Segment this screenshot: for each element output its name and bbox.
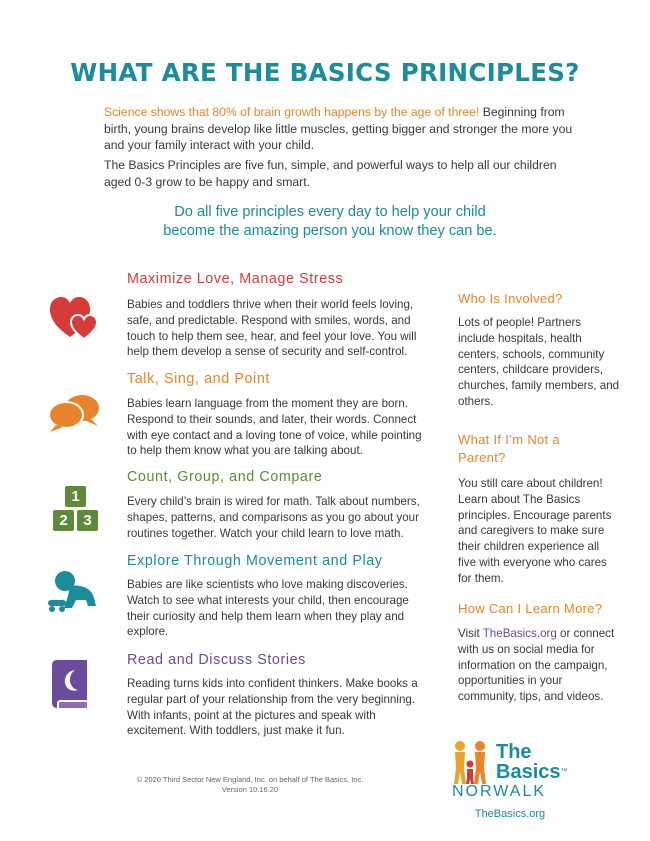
block-digit-3: 3 <box>83 512 92 529</box>
learn-post: or connect with us on social media for information on the campaign, opportunities in your community, tips, and videos. <box>458 627 615 704</box>
block-digit-2: 2 <box>59 512 68 529</box>
hearts-icon <box>50 297 98 344</box>
sidebar-title-not-parent-line-2: Parent? <box>458 450 506 465</box>
intro-paragraph-2: The Basics Principles are five fun, simple, and powerful ways to help all our children aged 0-3 grow to be happy and smart. <box>104 158 557 189</box>
callout <box>100 203 560 241</box>
logo-norwalk: NORWALK <box>452 783 547 800</box>
sidebar-title-learn: How Can I Learn More? <box>458 601 603 616</box>
learn-pre: Visit <box>458 627 483 640</box>
footer <box>110 775 390 795</box>
block-digit-1: 1 <box>71 488 80 505</box>
sidebar-title-who: Who Is Involved? <box>458 291 563 306</box>
sidebar-body-who: Lots of people! Partners include hospitals, health centers, schools, community centers, childcare providers, churches, family members, and others. <box>458 316 620 408</box>
intro-highlight: Science shows that 80% of brain growth happens by the age of three! <box>104 105 480 119</box>
logo-the: The <box>496 741 532 763</box>
principle-title-talk: Talk, Sing, and Point <box>127 371 270 387</box>
family-figures-icon <box>452 740 492 786</box>
callout-line-2: become the amazing person you know they can be. <box>163 223 497 239</box>
logo-basics <box>496 762 568 782</box>
crawling-baby-icon <box>46 570 102 617</box>
principle-title-count: Count, Group, and Compare <box>127 469 323 485</box>
principle-body-love: Babies and toddlers thrive when their world feels loving, safe, and predictable. Respond with smiles, words, and touch to help them see, hear, and feel your love. You will help them develop a sense of security and self-control. <box>127 298 417 359</box>
intro-paragraph <box>104 104 574 154</box>
callout-line-1: Do all five principles every day to help your child <box>174 204 486 220</box>
principle-body-count: Every child’s brain is wired for math. Talk about numbers, shapes, patterns, and comparisons as you go about your routines together. Watch your child learn to love math. <box>127 495 420 540</box>
principle-body-talk: Babies learn language from the moment they are born. Respond to their sounds, and later, their words. Connect with eye contact and a loving tone of voice, while pointing to help them know what you are talking about. <box>127 397 422 458</box>
the-basics-norwalk-logo <box>452 740 572 800</box>
intro-rest: Beginning from birth, young brains develop like little muscles, getting bigger and stronger the more you and your family interact with your child. <box>104 105 573 152</box>
number-blocks-icon <box>52 486 100 537</box>
logo-trademark: ™ <box>560 768 568 775</box>
copyright-line: © 2020 Third Sector New England, Inc. on behalf of The Basics, Inc. <box>136 775 364 784</box>
principle-title-read: Read and Discuss Stories <box>127 652 306 668</box>
sidebar-title-not-parent <box>458 431 618 467</box>
principle-body-explore: Babies are like scientists who love making discoveries. Watch to see what interests your child, then encourage their curiosity and help them learn when they play and explore. <box>127 578 409 639</box>
page-title: WHAT ARE THE BASICS PRINCIPLES? <box>70 58 580 87</box>
sidebar-body-learn <box>458 626 620 705</box>
thebasics-link[interactable]: TheBasics.org <box>482 627 557 640</box>
principle-body-read: Reading turns kids into confident thinkers. Make books a regular part of your relationship from the very beginning. With infants, point at the pictures and speak with excitement. With toddlers, just make it fun. <box>127 677 418 738</box>
moon-book-icon <box>51 660 91 713</box>
version-line: Version 10.16.20 <box>221 785 279 794</box>
logo-basics-word: Basics <box>496 761 561 783</box>
logo-url-link[interactable]: TheBasics.org <box>474 808 546 820</box>
sidebar-body-not-parent: You still care about children! Learn about The Basics principles. Encourage parents and caregivers to make sure their children experience all five with everyone who cares for them. <box>458 477 612 585</box>
speech-bubbles-icon <box>48 394 100 437</box>
principle-title-love: Maximize Love, Manage Stress <box>127 271 344 287</box>
principle-title-explore: Explore Through Movement and Play <box>127 553 383 569</box>
sidebar-title-not-parent-line-1: What If I’m Not a <box>458 432 560 447</box>
